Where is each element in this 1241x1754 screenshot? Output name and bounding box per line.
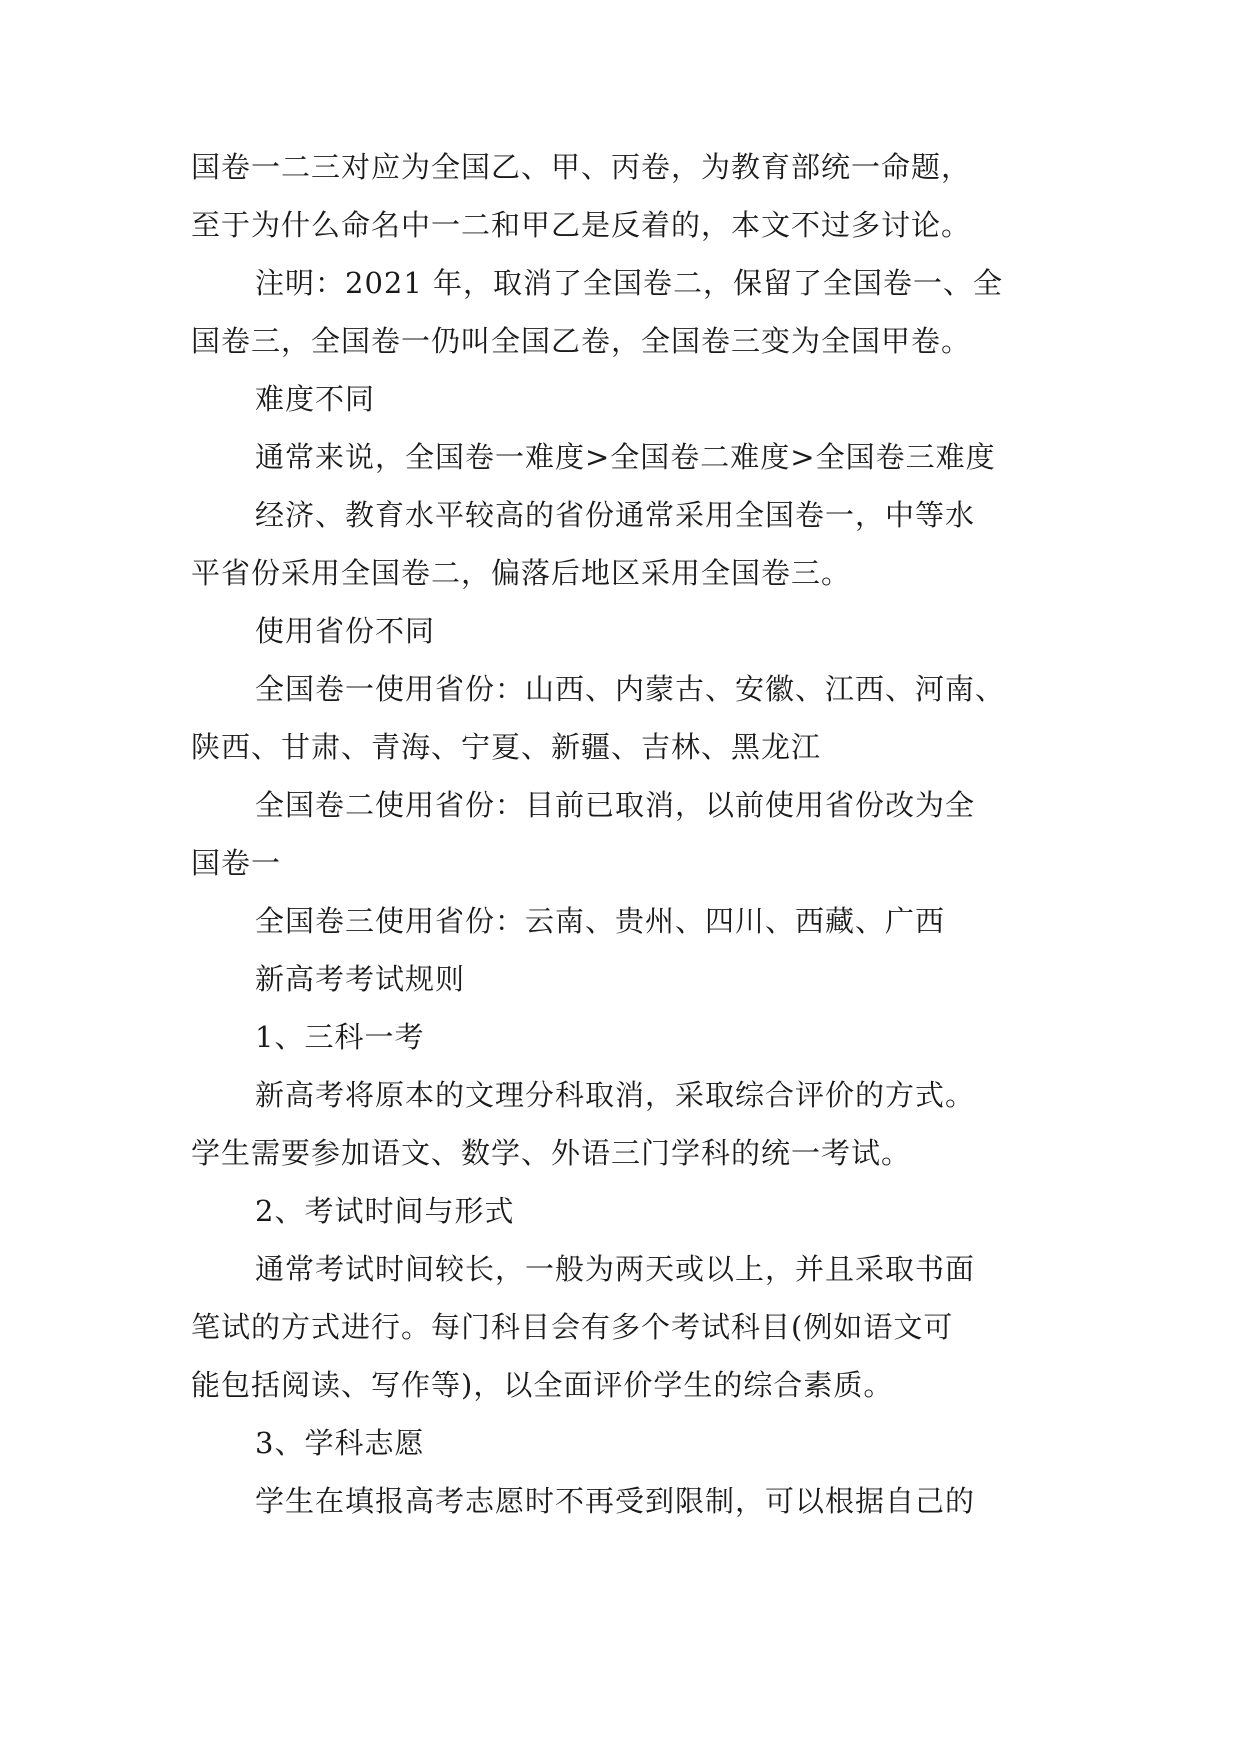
text-line: 全国卷二使用省份：目前已取消，以前使用省份改为全 — [255, 788, 976, 822]
text-line: 国卷一 — [191, 846, 282, 880]
text-line: 能包括阅读、写作等)，以全面评价学生的综合素质。 — [191, 1368, 894, 1402]
text-line: 全国卷三使用省份：云南、贵州、四川、西藏、广西 — [255, 904, 946, 938]
text-line: 国卷一二三对应为全国乙、甲、丙卷，为教育部统一命题， — [191, 150, 972, 184]
text-line: 通常来说，全国卷一难度>全国卷二难度>全国卷三难度 — [255, 440, 996, 474]
text-line: 笔试的方式进行。每门科目会有多个考试科目(例如语文可 — [191, 1310, 954, 1344]
section-heading: 使用省份不同 — [255, 614, 436, 648]
text-line: 新高考将原本的文理分科取消，采取综合评价的方式。 — [255, 1078, 976, 1112]
text-line: 注明：2021 年，取消了全国卷二，保留了全国卷一、全 — [255, 266, 1004, 300]
text-line: 国卷三，全国卷一仍叫全国乙卷，全国卷三变为全国甲卷。 — [191, 324, 972, 358]
text-line: 经济、教育水平较高的省份通常采用全国卷一，中等水 — [255, 498, 976, 532]
subsection-heading: 3、学科志愿 — [255, 1426, 425, 1460]
section-heading: 难度不同 — [255, 382, 376, 416]
text-line: 平省份采用全国卷二，偏落后地区采用全国卷三。 — [191, 556, 852, 590]
text-line: 陕西、甘肃、青海、宁夏、新疆、吉林、黑龙江 — [191, 730, 822, 764]
text-line: 全国卷一使用省份：山西、内蒙古、安徽、江西、河南、 — [255, 672, 1006, 706]
text-line: 学生需要参加语文、数学、外语三门学科的统一考试。 — [191, 1136, 912, 1170]
section-heading: 新高考考试规则 — [255, 962, 466, 996]
text-line: 通常考试时间较长，一般为两天或以上，并且采取书面 — [255, 1252, 976, 1286]
subsection-heading: 2、考试时间与形式 — [255, 1194, 515, 1228]
text-line: 至于为什么命名中一二和甲乙是反着的，本文不过多讨论。 — [191, 208, 972, 242]
subsection-heading: 1、三科一考 — [255, 1020, 425, 1054]
text-line: 学生在填报高考志愿时不再受到限制，可以根据自己的 — [255, 1484, 976, 1518]
